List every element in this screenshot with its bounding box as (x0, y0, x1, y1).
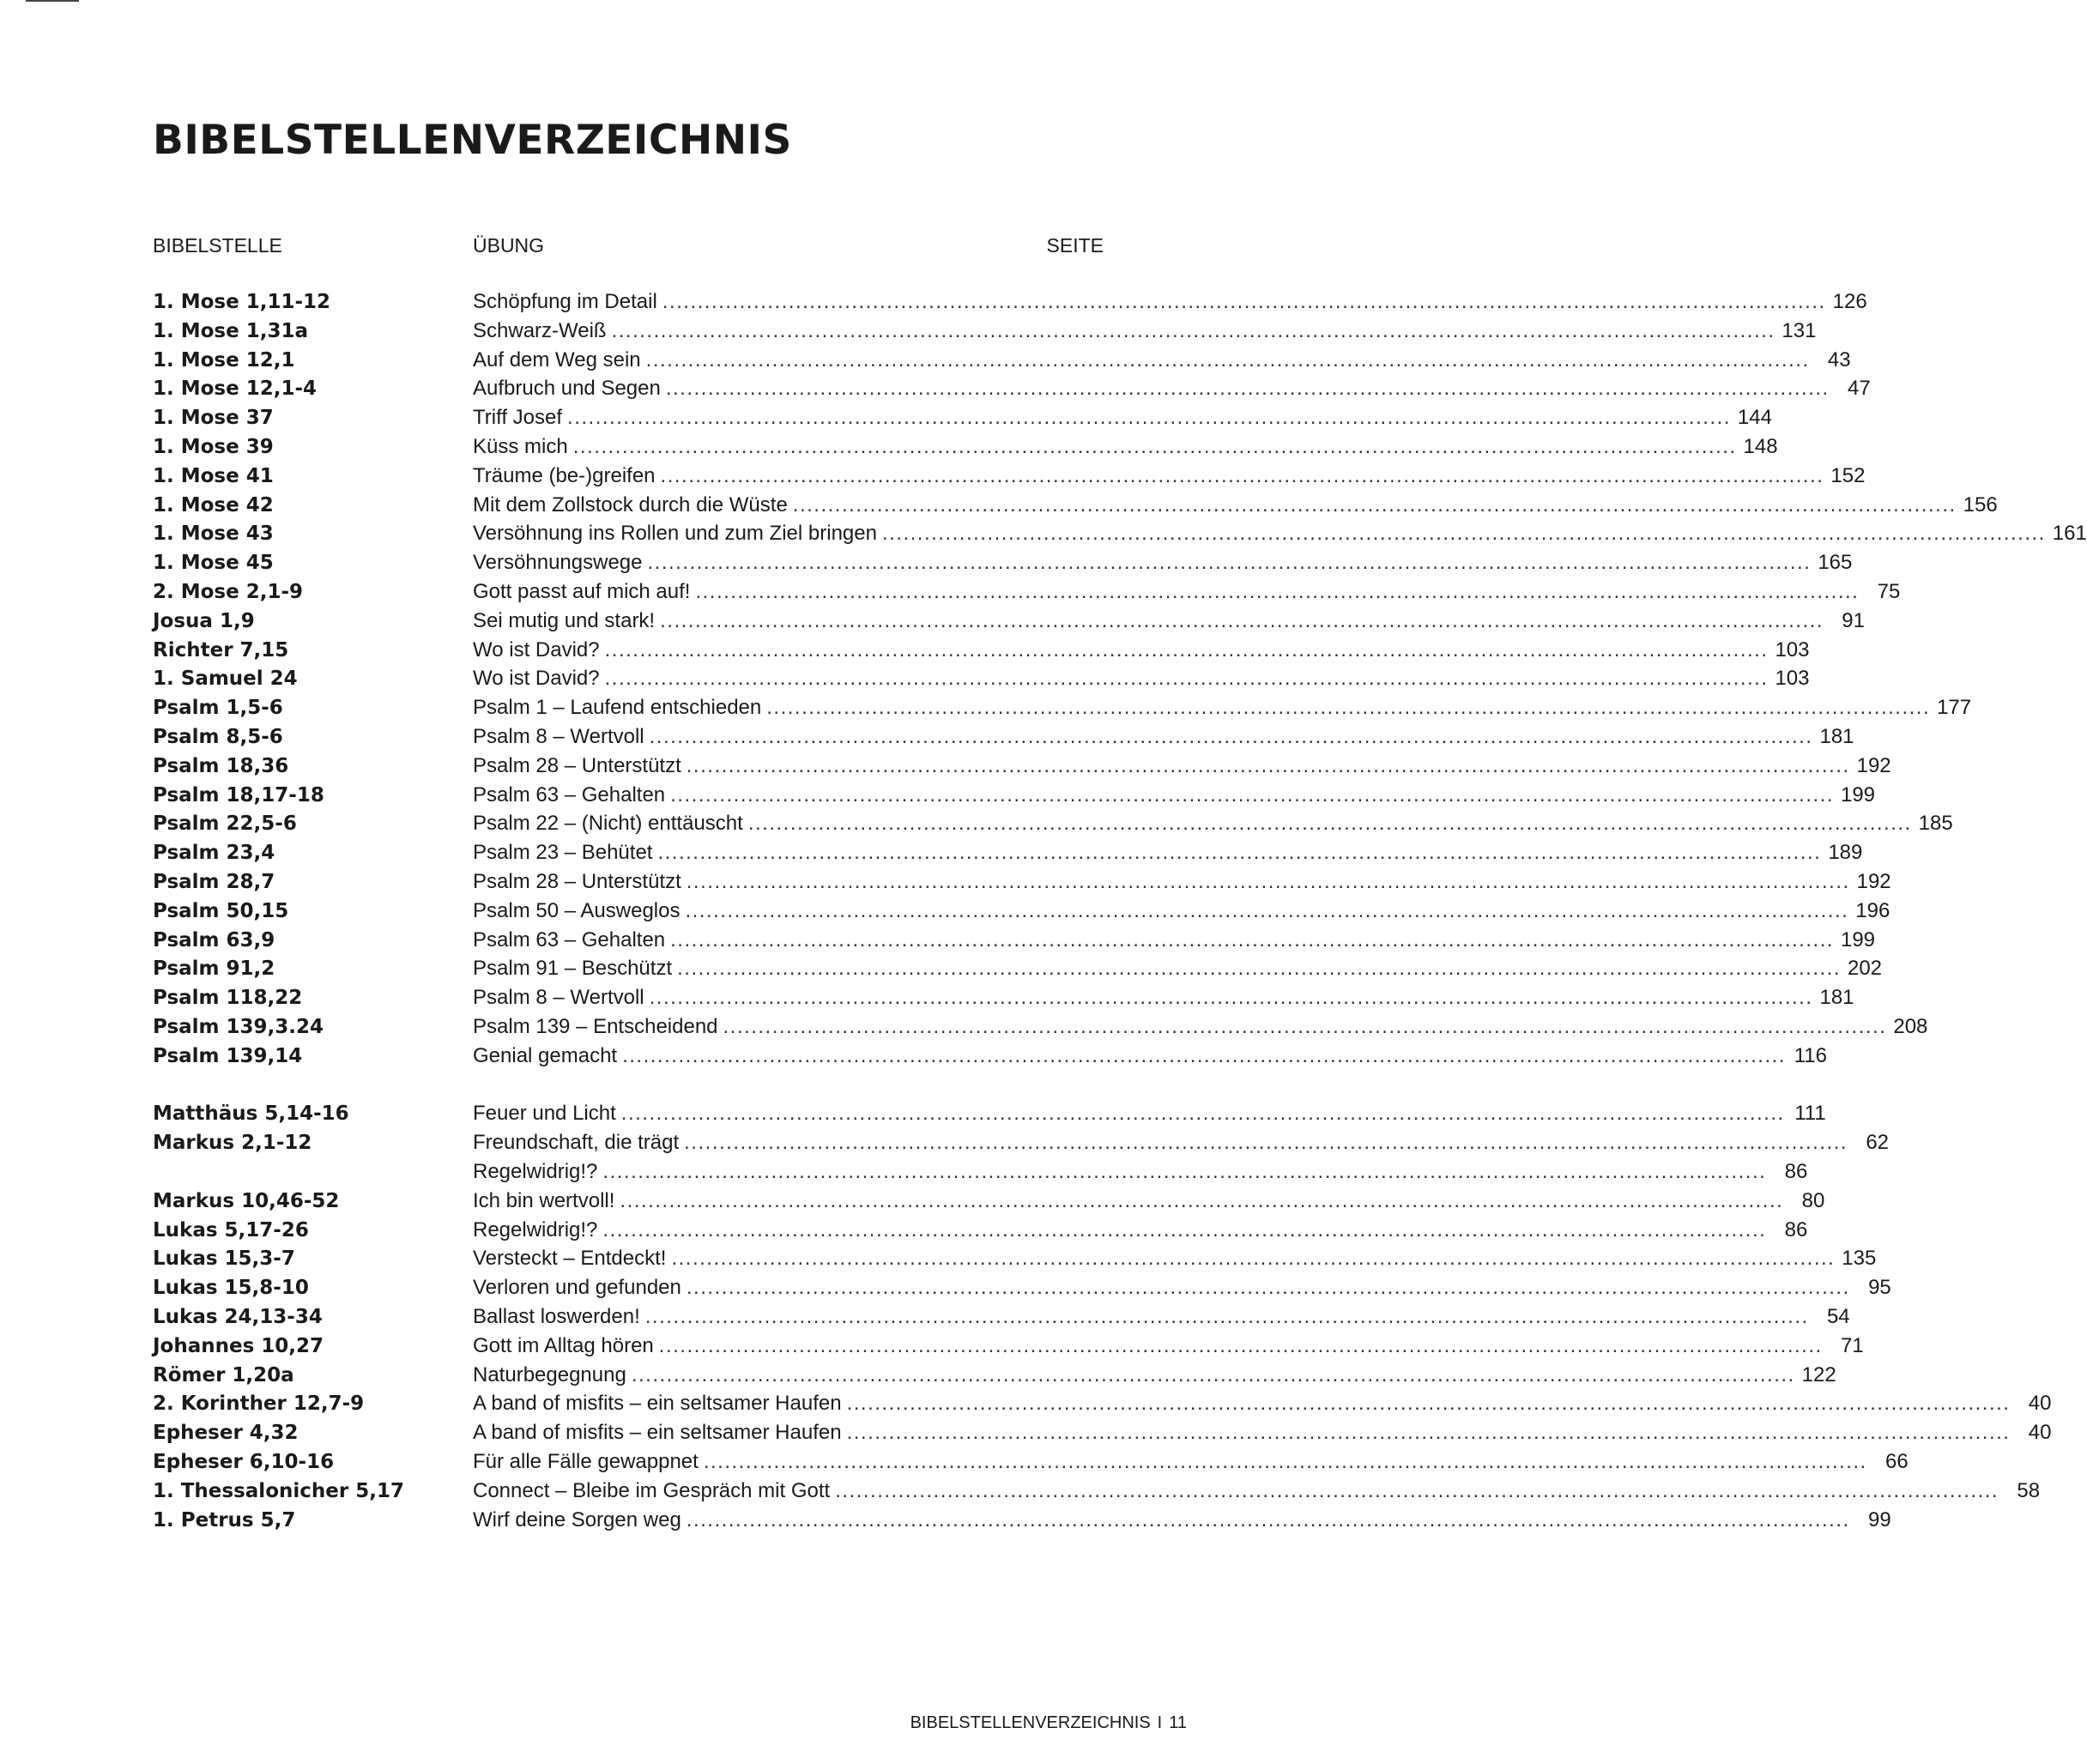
page-number: 192 (1856, 753, 1891, 777)
index-row (153, 1216, 1808, 1245)
exercise-title: Ich bin wertvoll! (473, 1188, 615, 1212)
bible-reference: Psalm 139,14 (153, 1044, 303, 1067)
dot-leader: ...................................................................................................................................................................... (846, 1421, 2011, 1445)
bible-reference: Psalm 28,7 (153, 871, 275, 893)
bible-reference: 2. Korinther 12,7-9 (153, 1392, 365, 1416)
index-row (153, 897, 1890, 926)
page-number: 86 (1784, 1160, 1808, 1183)
index-row (153, 346, 1851, 375)
exercise-entry (473, 1447, 1909, 1477)
exercise-title: Aufbruch und Segen (473, 377, 661, 401)
bible-reference: 1. Petrus 5,7 (153, 1508, 296, 1531)
index-row (153, 607, 1865, 636)
bible-reference: Römer 1,20a (153, 1363, 294, 1386)
bible-reference: 1. Mose 12,1-4 (153, 378, 318, 401)
index-row (153, 1099, 1826, 1128)
page-number: 177 (1937, 696, 1972, 720)
exercise-title: Wo ist David? (473, 637, 600, 662)
page-number: 95 (1868, 1276, 1891, 1300)
index-row (153, 636, 1810, 665)
bible-reference: Psalm 18,36 (153, 754, 289, 777)
bible-reference: 1. Mose 42 (153, 493, 274, 517)
dot-leader: ...................................................................................................................................................................... (649, 725, 1813, 748)
exercise-entry (473, 983, 1854, 1012)
index-row (153, 926, 1876, 955)
page-number: 62 (1866, 1131, 1890, 1155)
bible-reference: 1. Mose 39 (153, 436, 274, 458)
exercise-entry (473, 1506, 1891, 1535)
dot-leader: ...................................................................................................................................................................... (660, 608, 1824, 632)
bible-reference: 1. Mose 37 (153, 407, 274, 430)
dot-leader: ...................................................................................................................................................................... (572, 435, 1737, 458)
page-number: 156 (1963, 492, 1998, 517)
dot-leader: ...................................................................................................................................................................... (662, 290, 1826, 313)
index-row (153, 781, 1876, 810)
bible-reference: Psalm 139,3.24 (153, 1016, 324, 1038)
bible-reference: Epheser 6,10-16 (153, 1451, 335, 1473)
exercise-title: Psalm 1 – Laufend entschieden (473, 696, 762, 720)
index-row (153, 462, 1866, 491)
exercise-title: Freundschaft, die trägt (473, 1131, 680, 1155)
exercise-title: Psalm 8 – Wertvoll (473, 986, 644, 1010)
index-row (153, 317, 1817, 346)
bible-reference: Lukas 5,17-26 (153, 1218, 309, 1241)
dot-leader: ...................................................................................................................................................................... (620, 1188, 1784, 1212)
index-row (153, 1447, 1909, 1477)
index-row (153, 722, 1854, 752)
exercise-title: Träume (be-)greifen (473, 463, 656, 487)
page-number: 80 (1801, 1188, 1825, 1212)
index-row (153, 983, 1854, 1012)
exercise-entry (473, 577, 1901, 607)
index-row (153, 1506, 1891, 1535)
page-number: 196 (1855, 898, 1890, 922)
exercise-entry (473, 1012, 1928, 1042)
exercise-entry (473, 897, 1890, 926)
page-number: 181 (1819, 986, 1854, 1010)
exercise-entry (473, 374, 1871, 403)
exercise-title: Wo ist David? (473, 667, 600, 691)
exercise-entry (473, 1099, 1826, 1128)
index-row (153, 1389, 2052, 1418)
exercise-entry (473, 636, 1810, 665)
index-row (153, 1302, 1850, 1332)
dot-leader: ...................................................................................................................................................................... (695, 580, 1860, 603)
index-row (153, 403, 1772, 432)
bible-reference: Lukas 15,3-7 (153, 1247, 295, 1271)
page-number: 199 (1840, 782, 1876, 806)
exercise-title: Psalm 91 – Beschützt (473, 957, 673, 981)
page-number: 40 (2028, 1421, 2052, 1445)
index-row (153, 548, 1853, 577)
column-header-reference: BIBELSTELLE (153, 234, 282, 257)
page-number: 185 (1918, 812, 1953, 836)
exercise-entry (473, 491, 1998, 520)
exercise-title: Küss mich (473, 435, 568, 458)
dot-leader: ...................................................................................................................................................................... (671, 1247, 1836, 1271)
page-number: 47 (1848, 377, 1871, 401)
exercise-title: Mit dem Zollstock durch die Wüste (473, 492, 788, 517)
page-number: 122 (1801, 1362, 1836, 1386)
index-row (153, 491, 1998, 520)
exercise-title: Psalm 28 – Unterstützt (473, 870, 681, 893)
exercise-entry (473, 403, 1772, 432)
page-title: BIBELSTELLENVERZEICHNIS (153, 117, 792, 164)
exercise-entry (473, 548, 1853, 577)
bible-reference: 1. Mose 43 (153, 523, 274, 546)
bible-reference: Psalm 91,2 (153, 958, 275, 981)
page-number: 66 (1885, 1450, 1909, 1473)
page-number: 199 (1840, 927, 1876, 951)
exercise-title: Sei mutig und stark! (473, 608, 656, 632)
page-number: 126 (1832, 290, 1867, 313)
index-row (153, 1332, 1864, 1361)
exercise-title: Regelwidrig!? (473, 1217, 598, 1241)
exercise-title: Schwarz-Weiß (473, 318, 607, 342)
exercise-entry (473, 287, 1867, 317)
index-row (153, 664, 1810, 693)
dot-leader: ...................................................................................................................................................................... (686, 1507, 1850, 1531)
exercise-entry (473, 462, 1866, 491)
dot-leader: ...................................................................................................................................................................... (660, 463, 1824, 487)
dot-leader: ...................................................................................................................................................................... (766, 696, 1931, 720)
bible-reference: Markus 10,46-52 (153, 1189, 340, 1212)
index-row (153, 1273, 1891, 1302)
exercise-title: Psalm 8 – Wertvoll (473, 725, 644, 748)
exercise-title: Psalm 139 – Entscheidend (473, 1015, 718, 1038)
dot-leader: ...................................................................................................................................................................... (604, 637, 1769, 662)
dot-leader: ...................................................................................................................................................................... (631, 1362, 1795, 1386)
exercise-title: Psalm 63 – Gehalten (473, 782, 666, 806)
index-row (153, 432, 1778, 462)
dot-leader: ...................................................................................................................................................................... (881, 522, 2046, 546)
exercise-entry (473, 346, 1851, 375)
exercise-entry (473, 1216, 1808, 1245)
exercise-entry (473, 781, 1876, 810)
index-row (153, 752, 1891, 781)
exercise-entry (473, 954, 1883, 983)
dot-leader: ...................................................................................................................................................................... (792, 492, 1957, 517)
dot-leader: ...................................................................................................................................................................... (723, 1015, 1887, 1038)
exercise-entry (473, 809, 1953, 838)
bible-reference: Lukas 24,13-34 (153, 1306, 323, 1328)
dot-leader: ...................................................................................................................................................................... (846, 1392, 2011, 1416)
dot-leader: ...................................................................................................................................................................... (602, 1217, 1767, 1241)
dot-leader: ...................................................................................................................................................................... (686, 870, 1850, 893)
index-row (153, 519, 2087, 548)
dot-leader: ...................................................................................................................................................................... (644, 1305, 1809, 1328)
page-number: 135 (1842, 1247, 1877, 1271)
page-number: 148 (1743, 435, 1778, 458)
page-number: 91 (1842, 608, 1865, 632)
page-number: 165 (1818, 551, 1853, 575)
page-number: 181 (1819, 725, 1854, 748)
bible-reference: Richter 7,15 (153, 638, 289, 662)
bible-reference: Markus 2,1-12 (153, 1132, 312, 1155)
bible-reference: 1. Thessalonicher 5,17 (153, 1479, 404, 1502)
dot-leader: ...................................................................................................................................................................... (685, 898, 1849, 922)
dot-leader: ...................................................................................................................................................................... (649, 986, 1813, 1010)
bible-reference: Epheser 4,32 (153, 1422, 299, 1445)
bible-reference: Lukas 15,8-10 (153, 1277, 309, 1300)
dot-leader: ...................................................................................................................................................................... (670, 782, 1835, 806)
page-footer (910, 1712, 1187, 1734)
bible-reference: Psalm 18,17-18 (153, 783, 324, 806)
dot-leader: ...................................................................................................................................................................... (686, 1276, 1850, 1300)
page-number: 192 (1856, 870, 1891, 893)
dot-leader: ...................................................................................................................................................................... (684, 1131, 1848, 1155)
exercise-title: Versöhnung ins Rollen und zum Ziel bringen (473, 522, 877, 546)
page-number: 58 (2017, 1478, 2041, 1502)
index-row (153, 809, 1953, 838)
index-row (153, 1042, 1827, 1071)
page-number: 161 (2052, 522, 2087, 546)
page-number: 75 (1877, 580, 1901, 603)
bible-reference: Psalm 1,5-6 (153, 697, 283, 720)
index-row (153, 1012, 1928, 1042)
exercise-title: Connect – Bleibe im Gespräch mit Gott (473, 1478, 831, 1502)
column-header-page: SEITE (1046, 234, 1104, 257)
exercise-entry (473, 1187, 1825, 1216)
exercise-title: Versteckt – Entdeckt! (473, 1247, 667, 1271)
exercise-entry (473, 1332, 1864, 1361)
page-number: 103 (1775, 667, 1810, 691)
bible-reference: 1. Mose 45 (153, 552, 274, 575)
bible-reference: Psalm 22,5-6 (153, 813, 297, 836)
page-number: 152 (1830, 463, 1866, 487)
footer-separator: I (1157, 1713, 1163, 1732)
dot-leader: ...................................................................................................................................................................... (604, 667, 1769, 691)
exercise-entry (473, 1302, 1850, 1332)
bible-reference: 2. Mose 2,1-9 (153, 581, 304, 603)
exercise-title: Psalm 63 – Gehalten (473, 927, 666, 951)
exercise-entry (473, 1157, 1808, 1187)
exercise-entry (473, 317, 1817, 346)
footer-page-number: 11 (1169, 1713, 1187, 1732)
page-number: 116 (1794, 1043, 1827, 1067)
bible-reference: 1. Samuel 24 (153, 668, 298, 691)
exercise-entry (473, 722, 1854, 752)
exercise-entry (473, 607, 1865, 636)
dot-leader: ...................................................................................................................................................................... (835, 1478, 1999, 1502)
bible-reference: Josua 1,9 (153, 609, 255, 632)
exercise-entry (473, 926, 1876, 955)
page-number: 208 (1893, 1015, 1928, 1038)
exercise-title: Wirf deine Sorgen weg (473, 1507, 681, 1531)
dot-leader: ...................................................................................................................................................................... (657, 841, 1822, 865)
exercise-title: Psalm 23 – Behütet (473, 841, 653, 865)
page-number: 103 (1775, 637, 1810, 662)
exercise-title: Verloren und gefunden (473, 1276, 681, 1300)
dot-leader: ...................................................................................................................................................................... (703, 1450, 1867, 1473)
page-number: 71 (1840, 1333, 1864, 1357)
exercise-entry (473, 1042, 1827, 1071)
exercise-entry (473, 1477, 2041, 1506)
dot-leader: ...................................................................................................................................................................... (747, 812, 1912, 836)
page-number: 144 (1737, 406, 1772, 430)
exercise-title: Genial gemacht (473, 1043, 618, 1067)
bible-reference: Psalm 50,15 (153, 899, 289, 922)
exercise-entry (473, 867, 1891, 897)
bible-reference: Psalm 63,9 (153, 928, 275, 951)
dot-leader: ...................................................................................................................................................................... (622, 1043, 1786, 1067)
dot-leader: ...................................................................................................................................................................... (658, 1333, 1823, 1357)
bible-reference: Johannes 10,27 (153, 1334, 324, 1357)
bible-reference: Psalm 118,22 (153, 987, 303, 1010)
index-row (153, 867, 1891, 897)
dot-leader: ...................................................................................................................................................................... (645, 347, 1810, 372)
index-row (153, 1157, 1808, 1187)
bible-reference: Matthäus 5,14-16 (153, 1102, 349, 1126)
index-row (153, 1187, 1825, 1216)
exercise-title: Psalm 22 – (Nicht) enttäuscht (473, 812, 743, 836)
bible-reference: 1. Mose 1,31a (153, 319, 309, 342)
index-row (153, 954, 1883, 983)
page-number: 86 (1784, 1217, 1808, 1241)
index-row (153, 577, 1901, 607)
page-number: 40 (2028, 1392, 2052, 1416)
exercise-title: Gott im Alltag hören (473, 1333, 654, 1357)
page-number: 99 (1867, 1507, 1891, 1531)
dot-leader: ...................................................................................................................................................................... (567, 406, 1731, 430)
column-header-exercise: ÜBUNG (473, 234, 545, 257)
exercise-entry (473, 432, 1778, 462)
dot-leader: ...................................................................................................................................................................... (665, 377, 1830, 401)
exercise-entry (473, 1361, 1836, 1390)
exercise-title: Ballast loswerden! (473, 1305, 640, 1328)
index-row (153, 374, 1871, 403)
page-number: 131 (1782, 318, 1817, 342)
page-number: 202 (1847, 957, 1883, 981)
exercise-title: Schöpfung im Detail (473, 290, 657, 313)
footer-label: BIBELSTELLENVERZEICHNIS (910, 1713, 1151, 1732)
dot-leader: ...................................................................................................................................................................... (620, 1102, 1785, 1126)
page-number: 54 (1826, 1305, 1850, 1328)
exercise-title: Psalm 50 – Ausweglos (473, 898, 681, 922)
page-number: 111 (1794, 1102, 1826, 1126)
exercise-entry (473, 1244, 1877, 1273)
bible-reference: Psalm 23,4 (153, 842, 275, 865)
dot-leader: ...................................................................................................................................................................... (611, 318, 1775, 342)
exercise-title: Psalm 28 – Unterstützt (473, 753, 681, 777)
page-number: 43 (1827, 347, 1851, 372)
exercise-entry (473, 519, 2087, 548)
column-header-row (153, 230, 1104, 261)
exercise-title: Auf dem Weg sein (473, 347, 641, 372)
dot-leader: ...................................................................................................................................................................... (686, 753, 1850, 777)
dot-leader: ...................................................................................................................................................................... (677, 957, 1842, 981)
exercise-title: Triff Josef (473, 406, 563, 430)
exercise-entry (473, 664, 1810, 693)
bible-reference: Psalm 8,5-6 (153, 726, 283, 748)
bible-reference: 1. Mose 41 (153, 464, 274, 487)
exercise-entry (473, 693, 1972, 722)
exercise-entry (473, 1418, 2052, 1447)
dot-leader: ...................................................................................................................................................................... (602, 1160, 1767, 1183)
exercise-entry (473, 838, 1863, 867)
index-row (153, 287, 1867, 317)
exercise-entry (473, 752, 1891, 781)
index-row (153, 693, 1972, 722)
exercise-title: Gott passt auf mich auf! (473, 580, 691, 603)
exercise-entry (473, 1273, 1891, 1302)
exercise-entry (473, 1128, 1890, 1157)
corner-crop-mark (26, 0, 79, 2)
dot-leader: ...................................................................................................................................................................... (670, 927, 1835, 951)
exercise-title: A band of misfits – ein seltsamer Haufen (473, 1421, 842, 1445)
exercise-title: A band of misfits – ein seltsamer Haufen (473, 1392, 842, 1416)
index-row (153, 838, 1863, 867)
exercise-title: Regelwidrig!? (473, 1160, 598, 1183)
bible-reference: 1. Mose 12,1 (153, 348, 295, 372)
page-number: 189 (1828, 841, 1863, 865)
index-row (153, 1477, 2041, 1506)
index-row (153, 1361, 1836, 1390)
exercise-title: Naturbegegnung (473, 1362, 626, 1386)
exercise-title: Feuer und Licht (473, 1102, 616, 1126)
index-row (153, 1418, 2052, 1447)
exercise-entry (473, 1389, 2052, 1418)
dot-leader: ...................................................................................................................................................................... (647, 551, 1812, 575)
bible-reference: 1. Mose 1,11-12 (153, 291, 331, 313)
exercise-title: Versöhnungswege (473, 551, 643, 575)
exercise-title: Für alle Fälle gewappnet (473, 1450, 699, 1473)
index-row (153, 1128, 1890, 1157)
index-row (153, 1244, 1877, 1273)
